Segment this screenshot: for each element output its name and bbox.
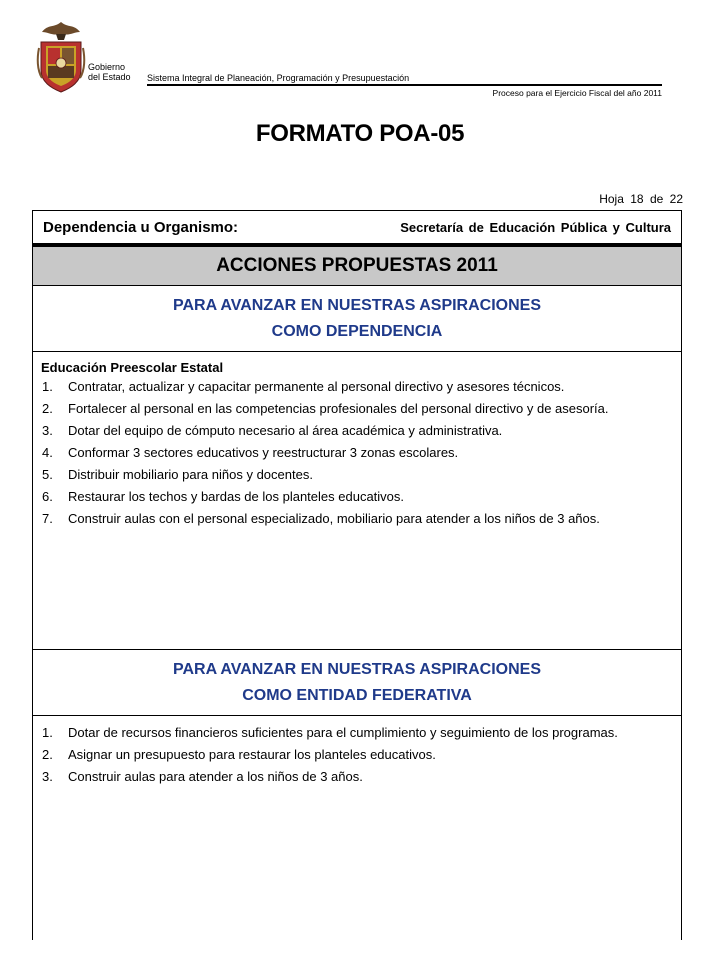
section-banner: ACCIONES PROPUESTAS 2011 bbox=[33, 244, 681, 286]
list-item bbox=[41, 510, 673, 527]
page-label: Hoja bbox=[599, 192, 624, 206]
section2-list bbox=[41, 724, 673, 785]
government-label bbox=[88, 62, 131, 82]
page-total: 22 bbox=[669, 192, 683, 206]
list-item-text: Dotar del equipo de cómputo necesario al área académica y administrativa. bbox=[68, 423, 503, 438]
section1-subtitle: Educación Preescolar Estatal bbox=[41, 360, 224, 375]
process-label: Proceso para el Ejercicio Fiscal del año 2011 bbox=[492, 88, 662, 98]
list-item-number: 6. bbox=[42, 489, 53, 504]
section2-content bbox=[33, 716, 681, 785]
list-item-text: Contratar, actualizar y capacitar permanente al personal directivo y asesores técnicos. bbox=[68, 379, 565, 394]
list-item-number: 3. bbox=[42, 769, 53, 784]
list-item-text: Dotar de recursos financieros suficientes para el cumplimiento y seguimiento de los programas. bbox=[68, 725, 618, 740]
list-item-text: Distribuir mobiliario para niños y docentes. bbox=[68, 467, 313, 482]
system-title: Sistema Integral de Planeación, Programación y Presupuestación bbox=[147, 73, 410, 83]
poa-form bbox=[32, 210, 682, 940]
list-item-number: 7. bbox=[42, 511, 53, 526]
dependency-row bbox=[33, 211, 681, 244]
list-item-text: Conformar 3 sectores educativos y reestructurar 3 zonas escolares. bbox=[68, 445, 459, 460]
list-item bbox=[41, 724, 673, 741]
section2-heading-line2: COMO ENTIDAD FEDERATIVA bbox=[242, 687, 472, 704]
page-indicator bbox=[599, 192, 683, 206]
list-item-text: Fortalecer al personal en las competencias profesionales del personal directivo y de asesoría. bbox=[68, 401, 609, 416]
government-label-line1: Gobierno bbox=[88, 62, 126, 72]
list-item-number: 1. bbox=[42, 725, 53, 740]
list-item bbox=[41, 746, 673, 763]
list-item-text: Construir aulas para atender a los niños de 3 años. bbox=[68, 769, 363, 784]
page-current: 18 bbox=[630, 192, 644, 206]
list-item-number: 2. bbox=[42, 747, 53, 762]
dependency-label: Dependencia u Organismo: bbox=[43, 218, 239, 236]
list-item bbox=[41, 444, 673, 461]
dependency-value: Secretaría de Educación Pública y Cultura bbox=[400, 219, 671, 235]
section1-heading-line2: COMO DEPENDENCIA bbox=[271, 323, 443, 340]
section1-heading-line1: PARA AVANZAR EN NUESTRAS ASPIRACIONES bbox=[172, 297, 542, 314]
list-item-text: Asignar un presupuesto para restaurar los planteles educativos. bbox=[68, 747, 436, 762]
format-title: FORMATO POA-05 bbox=[255, 120, 465, 147]
list-item-number: 3. bbox=[42, 423, 53, 438]
page-of: de bbox=[649, 192, 664, 206]
list-item-text: Construir aulas con el personal especializado, mobiliario para atender a los niños de 3 años. bbox=[68, 511, 600, 526]
government-label-line2: del Estado bbox=[88, 72, 131, 82]
state-coat-of-arms-icon bbox=[36, 18, 86, 96]
list-item bbox=[41, 466, 673, 483]
list-item bbox=[41, 768, 673, 785]
list-item bbox=[41, 488, 673, 505]
section2-heading-line1: PARA AVANZAR EN NUESTRAS ASPIRACIONES bbox=[172, 661, 542, 678]
section1-list bbox=[41, 378, 673, 527]
list-item-number: 2. bbox=[42, 401, 53, 416]
list-item bbox=[41, 378, 673, 395]
section1-content bbox=[33, 352, 681, 649]
list-item-number: 1. bbox=[42, 379, 53, 394]
list-item-text: Restaurar los techos y bardas de los planteles educativos. bbox=[68, 489, 405, 504]
header-divider bbox=[147, 84, 662, 86]
section2-heading bbox=[33, 649, 681, 716]
list-item bbox=[41, 422, 673, 439]
section1-heading bbox=[33, 286, 681, 352]
list-item-number: 5. bbox=[42, 467, 53, 482]
list-item-number: 4. bbox=[42, 445, 53, 460]
list-item bbox=[41, 400, 673, 417]
